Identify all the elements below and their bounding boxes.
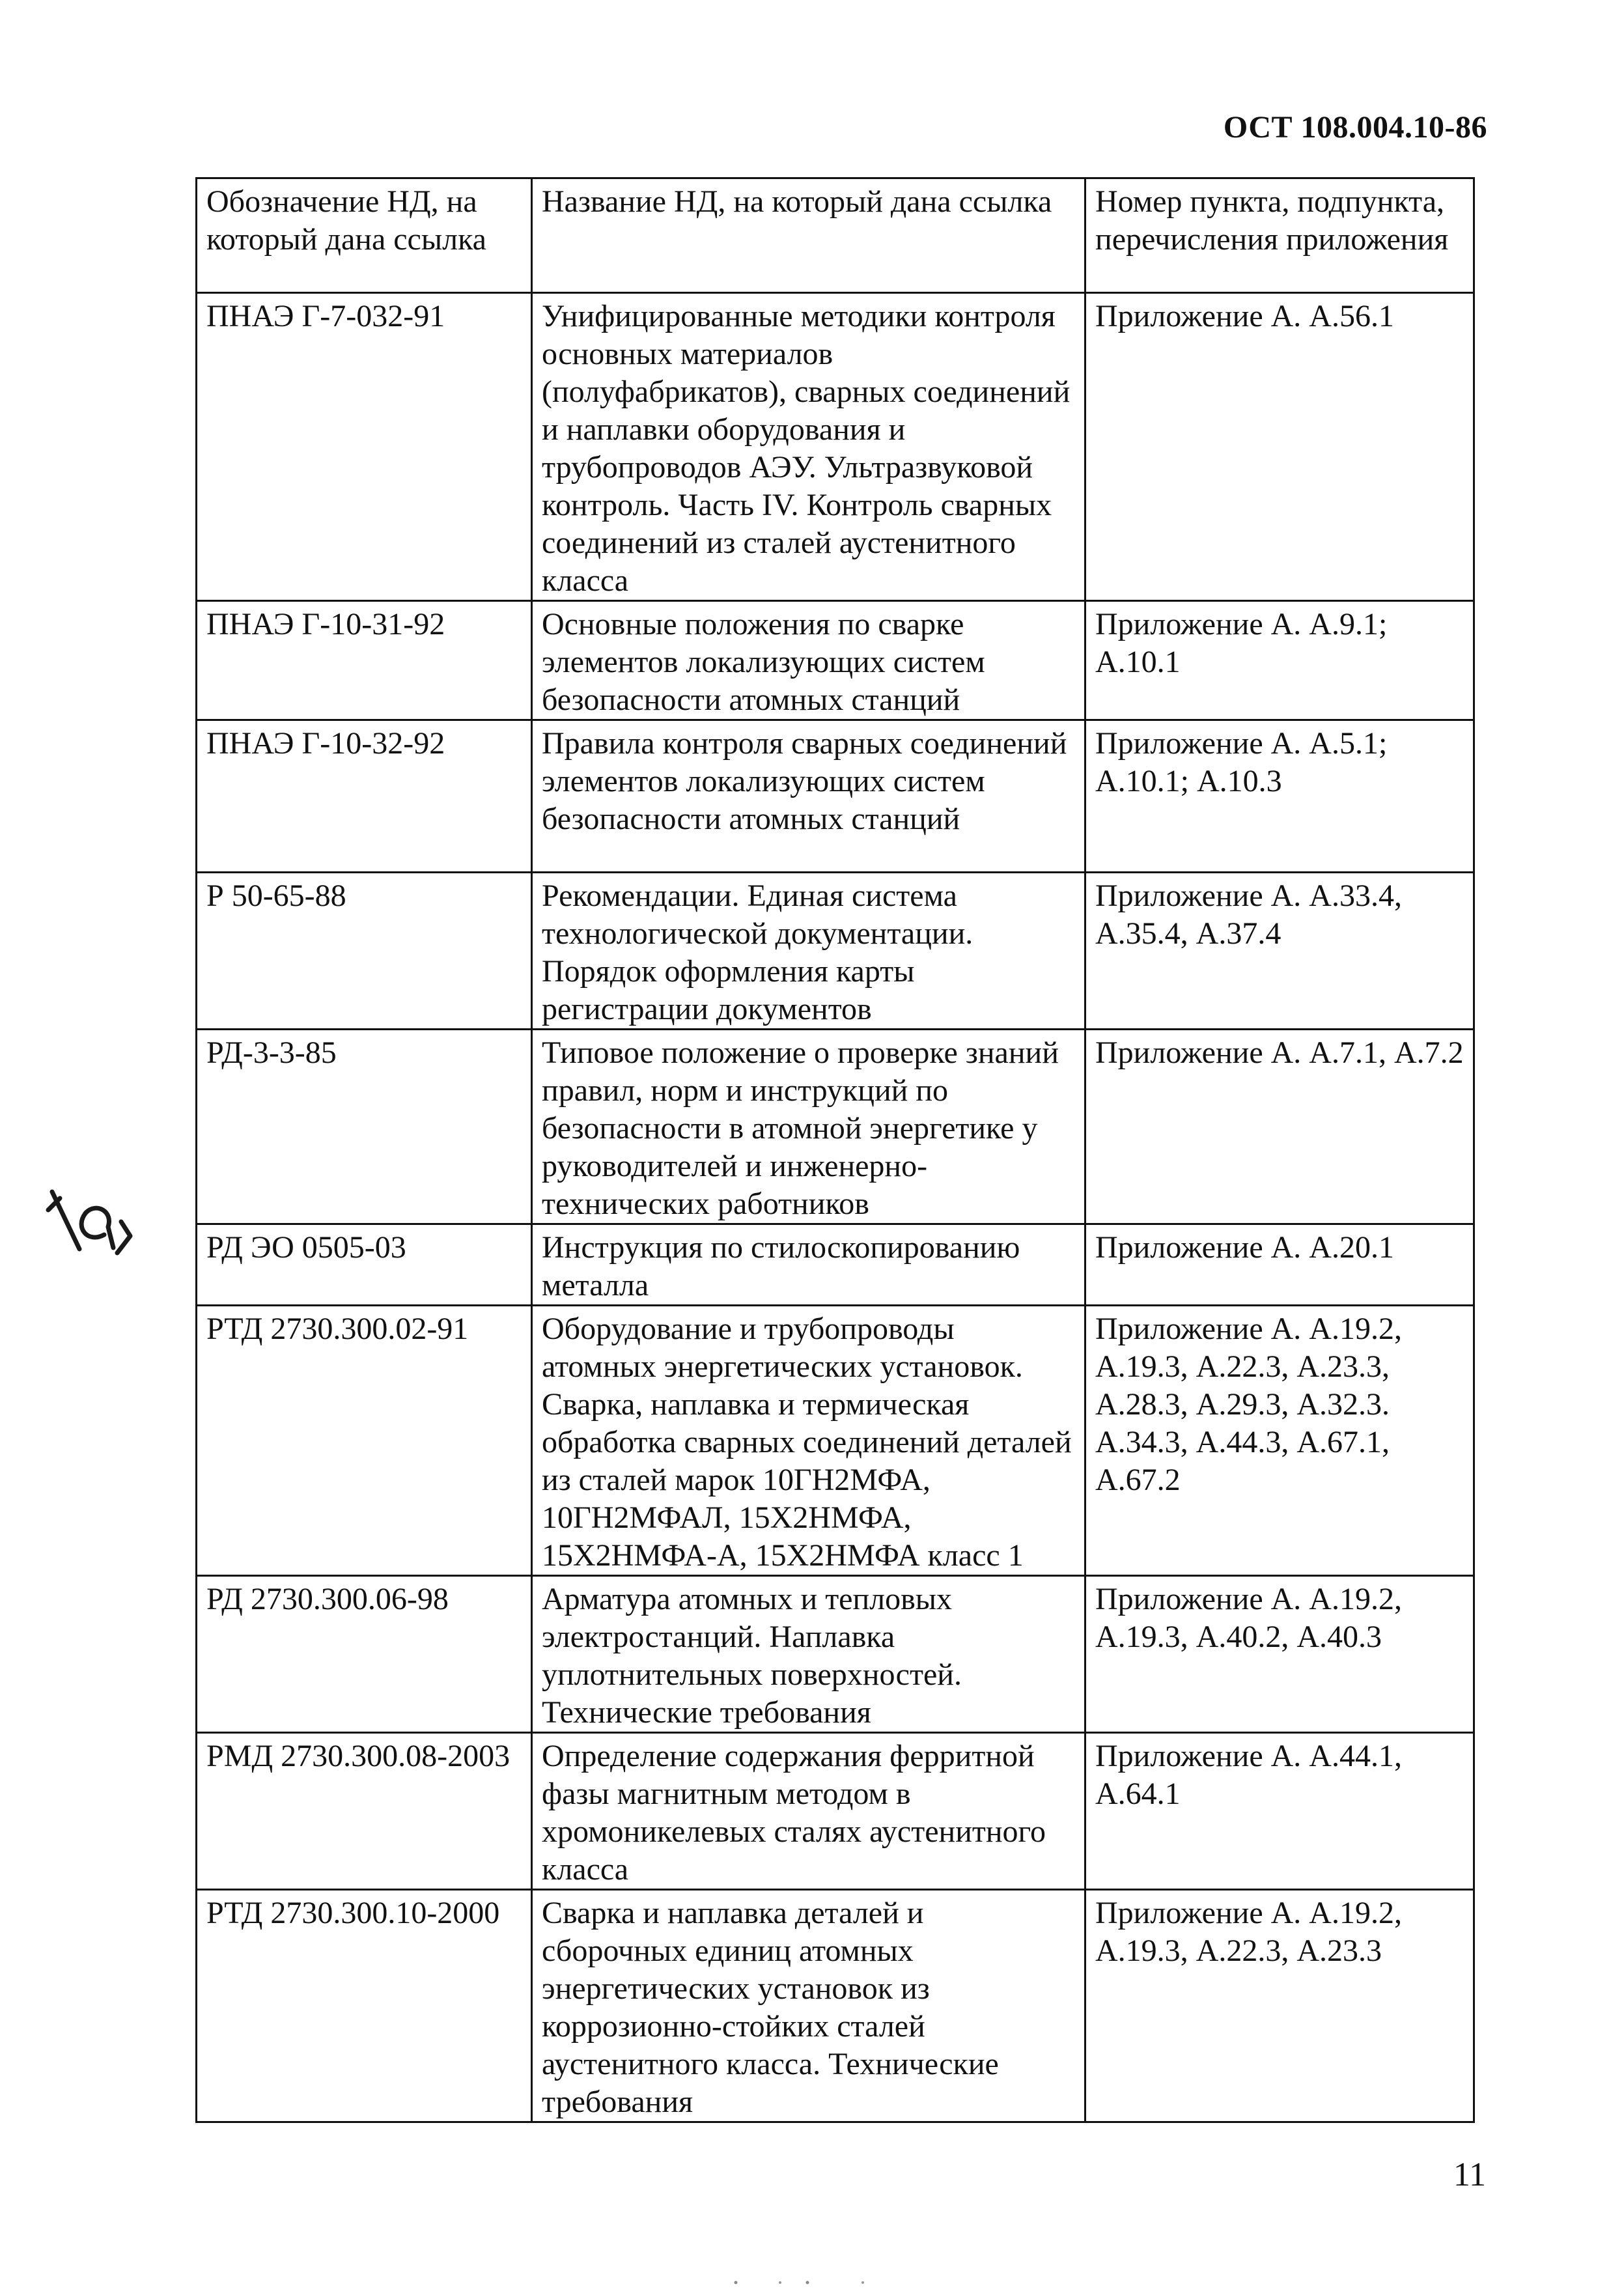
table-row [197,1576,1474,1733]
cell-name: Арматура атомных и тепловых электростанций. Наплавка уплотнительных поверхностей. Технические требования [532,1576,1085,1733]
cell-code: ПНАЭ Г-7-032-91 [197,293,532,601]
cell-items: Приложение А. А.19.2, А.19.3, А.22.3, А.23.3, А.28.3, А.29.3, А.32.3. А.34.3, А.44.3, А.67.1, А.67.2 [1085,1306,1474,1576]
table-row [197,601,1474,720]
cell-items: Приложение А. А.19.2, А.19.3, А.40.2, А.40.3 [1085,1576,1474,1733]
cell-code: РД ЭО 0505-03 [197,1224,532,1306]
cell-name: Правила контроля сварных соединений элементов локализующих систем безопасности атомных станций [532,720,1085,873]
cell-code: РМД 2730.300.08-2003 [197,1733,532,1890]
cell-items: Приложение А. А.44.1, А.64.1 [1085,1733,1474,1890]
cell-code: Р 50-65-88 [197,873,532,1030]
cell-items: Приложение А. А.9.1; А.10.1 [1085,601,1474,720]
column-header-items: Номер пункта, подпункта, перечисления приложения [1085,178,1474,293]
column-header-name: Название НД, на который дана ссылка [532,178,1085,293]
cell-code: ПНАЭ Г-10-32-92 [197,720,532,873]
column-header-code: Обозначение НД, на который дана ссылка [197,178,532,293]
page-number: 11 [1453,2156,1486,2193]
cell-name: Рекомендации. Единая система технологической документации. Порядок оформления карты регистрации документов [532,873,1085,1030]
cell-name: Сварка и наплавка деталей и сборочных единиц атомных энергетических установок из коррозионно-стойких сталей аустенитного класса. Технические требования [532,1890,1085,2122]
cell-code: РД-3-3-85 [197,1030,532,1224]
cell-items: Приложение А. А.7.1, А.7.2 [1085,1030,1474,1224]
references-table [195,177,1475,2123]
handwritten-page-mark [40,1172,138,1263]
table-row [197,293,1474,601]
cell-items: Приложение А. А.56.1 [1085,293,1474,601]
document-code: ОСТ 108.004.10-86 [1223,110,1487,145]
cell-name: Инструкция по стилоскопированию металла [532,1224,1085,1306]
cell-name: Основные положения по сварке элементов локализующих систем безопасности атомных станций [532,601,1085,720]
cell-code: РТД 2730.300.10-2000 [197,1890,532,2122]
cell-items: Приложение А. А.5.1; А.10.1; А.10.3 [1085,720,1474,873]
scan-artifact [729,2279,873,2286]
table-row [197,873,1474,1030]
cell-name: Унифицированные методики контроля основных материалов (полуфабрикатов), сварных соединений и наплавки оборудования и трубопроводов АЭУ. Ультразвуковой контроль. Часть IV. Контроль сварных соединений из сталей аустенитного класса [532,293,1085,601]
cell-name: Оборудование и трубопроводы атомных энергетических установок. Сварка, наплавка и термическая обработка сварных соединений деталей из сталей марок 10ГН2МФА, 10ГН2МФАЛ, 15Х2НМФА, 15Х2НМФА-А, 15Х2НМФА класс 1 [532,1306,1085,1576]
table-row [197,720,1474,873]
table-row [197,1890,1474,2122]
table-row [197,1306,1474,1576]
table-row [197,1733,1474,1890]
cell-items: Приложение А. А.33.4, А.35.4, А.37.4 [1085,873,1474,1030]
cell-code: РД 2730.300.06-98 [197,1576,532,1733]
table-row [197,1030,1474,1224]
cell-code: РТД 2730.300.02-91 [197,1306,532,1576]
cell-items: Приложение А. А.20.1 [1085,1224,1474,1306]
table-header-row [197,178,1474,293]
cell-name: Определение содержания ферритной фазы магнитным методом в хромоникелевых сталях аустенитного класса [532,1733,1085,1890]
cell-code: ПНАЭ Г-10-31-92 [197,601,532,720]
cell-items: Приложение А. А.19.2, А.19.3, А.22.3, А.23.3 [1085,1890,1474,2122]
cell-name: Типовое положение о проверке знаний правил, норм и инструкций по безопасности в атомной энергетике у руководителей и инженерно-технических работников [532,1030,1085,1224]
table-row [197,1224,1474,1306]
